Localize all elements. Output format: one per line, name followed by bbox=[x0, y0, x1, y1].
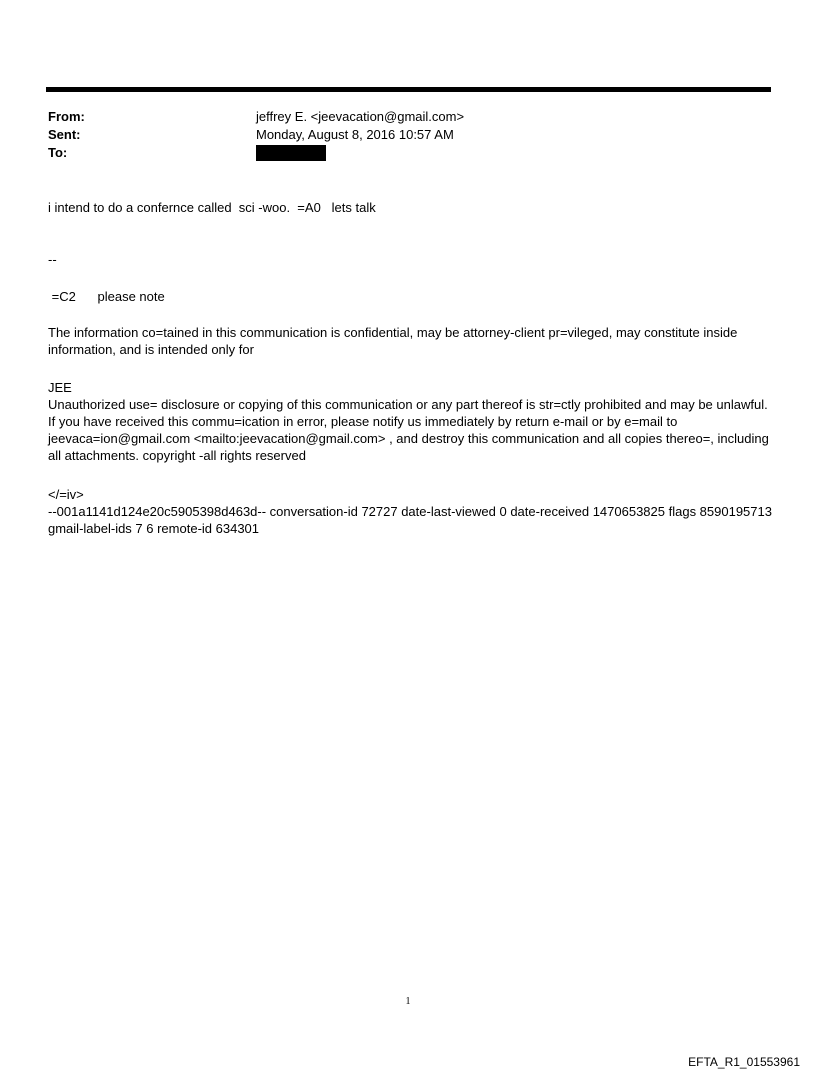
to-label: To: bbox=[48, 145, 68, 160]
body-paragraph-3: </=iv> --001a1141d124e20c5905398d463d-- conversation-id 72727 date-last-viewed 0 date-received 1470653825 flags 8590195713 gmail-label-ids 7 6 remote-id 634301 bbox=[48, 487, 772, 536]
body-line-1: i intend to do a confernce called sci -woo. =A0 lets talk bbox=[48, 200, 376, 215]
body-line-3: =C2 please note bbox=[48, 289, 165, 304]
body-paragraph-2: JEE Unauthorized use= disclosure or copying of this communication or any part thereof is str=ctly prohibited and may be unlawful. If you have received this commu=ication in error, please notify us immediately by return e-mail or by e=mail to jeevaca=ion@gmail.com <mailto:jeevacation@gmail.com> , and destroy this communication and all copies thereo=, including all attachments. copyright -all rights reserved bbox=[48, 380, 769, 463]
body-paragraph-1: The information co=tained in this communication is confidential, may be attorney-client pr=vileged, may constitute inside information, and is intended only for bbox=[48, 325, 741, 357]
page-number: 1 bbox=[405, 996, 411, 1007]
document-id: EFTA_R1_01553961 bbox=[688, 1055, 800, 1069]
sent-value: Monday, August 8, 2016 10:57 AM bbox=[256, 127, 454, 142]
from-value: jeffrey E. <jeevacation@gmail.com> bbox=[256, 109, 465, 124]
body-line-2: -- bbox=[48, 252, 57, 267]
sent-label: Sent: bbox=[48, 127, 81, 142]
redaction-box bbox=[256, 145, 326, 161]
header-rule bbox=[46, 87, 771, 92]
from-label: From: bbox=[48, 109, 85, 124]
